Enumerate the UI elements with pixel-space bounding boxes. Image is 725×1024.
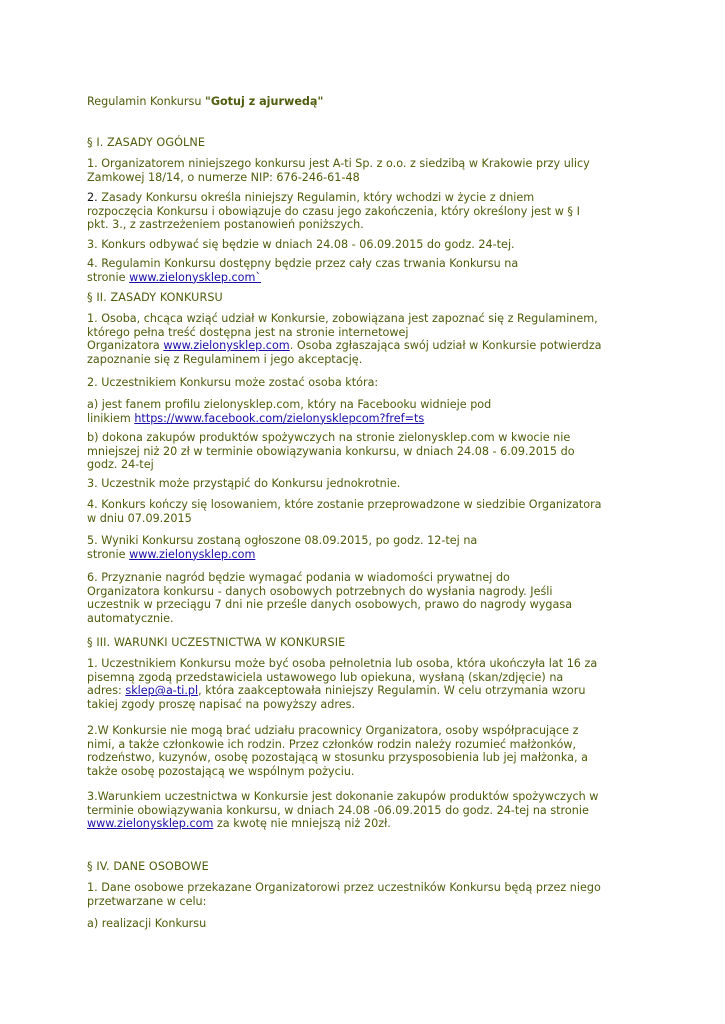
text-line: stronie [87, 547, 130, 561]
text-line: przetwarzane w celu: [87, 894, 207, 908]
paragraph-2-5 [87, 534, 647, 561]
text-line: terminie obowiązywania konkursu, w dniach 24.08 -06.09.2015 do godz. 24-tej na stronie [87, 803, 589, 817]
text-line: 3.Warunkiem uczestnictwa w Konkursie jest dokonanie zakupów produktów spożywczych w [87, 790, 599, 803]
text-line: rodzeństwo, kuzynów, osobę pozostającą w stosunku przysposobienia lub jej małżonka, a [87, 751, 588, 765]
paragraph-2-2: 2. Uczestnikiem Konkursu może zostać osoba która: [87, 376, 379, 389]
section-heading-3: § III. WARUNKI UCZESTNICTWA W KONKURSIE [87, 636, 346, 649]
text-line: 6. Przyznanie nagród będzie wymagać podania w wiadomości prywatnej do [87, 571, 510, 584]
text-line: . Osoba zgłaszająca swój udział w Konkursie potwierdza [289, 339, 602, 353]
text-line: 1. Uczestnikiem Konkursu może być osoba pełnoletnia lub osoba, która ukończyła lat 16 za [87, 657, 598, 670]
paragraph-4-a: a) realizacji Konkursu [87, 917, 207, 930]
text-line: za kwotę nie mniejszą niż 20zł. [213, 817, 391, 831]
text-line: adres: [87, 684, 126, 698]
facebook-link[interactable]: https://www.facebook.com/zielonysklepcom?fref=ts [134, 411, 425, 425]
text-line: automatycznie. [87, 611, 174, 625]
paragraph-2-b [87, 431, 647, 472]
website-link[interactable]: www.zielonysklep.com [163, 339, 290, 353]
text-line: pkt. 3., z zastrzeżeniem postanowień poniższych. [87, 218, 364, 232]
paragraph-1-2 [87, 191, 647, 232]
text-line: uczestnik w przeciągu 7 dni nie prześle danych osobowych, prawo do nagrody wygasa [87, 598, 573, 612]
title-prefix: Regulamin Konkursu [87, 95, 205, 108]
paragraph-3-1 [87, 657, 647, 711]
text-line: a) jest fanem profilu zielonysklep.com, który na Facebooku widnieje pod [87, 398, 492, 411]
text-line: także osobę pozostającą we wspólnym pożyciu. [87, 764, 355, 778]
text-line: rozpoczęcia Konkursu i obowiązuje do czasu jego zakończenia, który określony jest w § I [87, 204, 580, 218]
text-line: stronie [87, 270, 130, 284]
text-line: 4. Regulamin Konkursu dostępny będzie przez cały czas trwania Konkursu na [87, 257, 519, 270]
website-link[interactable]: www.zielonysklep.com` [129, 270, 262, 284]
text-line: , która zaakceptowała niniejszy Regulamin. W celu otrzymania wzoru [198, 684, 586, 698]
paragraph-2-3: 3. Uczestnik może przystąpić do Konkursu jednokrotnie. [87, 477, 401, 490]
paragraph-1-4 [87, 257, 647, 284]
paragraph-2-1 [87, 312, 647, 366]
text-line: linikiem [87, 411, 135, 425]
text-line: b) dokona zakupów produktów spożywczych na stronie zielonysklep.com w kwocie nie [87, 431, 571, 444]
paragraph-4-1 [87, 881, 647, 908]
paragraph-1-1 [87, 157, 647, 184]
website-link[interactable]: www.zielonysklep.com [87, 817, 214, 831]
title-name: "Gotuj z ajurwedą" [204, 95, 324, 108]
text-line: Organizatora [87, 339, 164, 353]
text-line: 2.W Konkursie nie mogą brać udziału pracownicy Organizatora, osoby współpracujące z [87, 724, 579, 737]
text-line: 1. Organizatorem niniejszego konkursu jest A-ti Sp. z o.o. z siedzibą w Krakowie przy ulicy [87, 157, 590, 170]
text-line: zapoznanie się z Regulaminem i jego akceptację. [87, 352, 363, 366]
section-heading-1: § I. ZASADY OGÓLNE [87, 136, 205, 149]
text-line: 1. Osoba, chcąca wziąć udział w Konkursie, zobowiązana jest zapoznać się z Regulaminem, [87, 312, 598, 325]
text-line: Organizatora konkursu - danych osobowych potrzebnych do wysłania nagrody. Jeśli [87, 584, 553, 598]
email-link[interactable]: sklep@a-ti.pl [125, 684, 199, 698]
paragraph-2-4 [87, 498, 647, 525]
website-link[interactable]: www.zielonysklep.com [129, 547, 256, 561]
section-heading-4: § IV. DANE OSOBOWE [87, 860, 209, 873]
text-line: którego pełna treść dostępna jest na stronie internetowej [87, 325, 409, 339]
list-number: 2. [87, 191, 98, 204]
text-line: w dniu 07.09.2015 [87, 511, 192, 525]
paragraph-1-3: 3. Konkurs odbywać się będzie w dniach 24.08 - 06.09.2015 do godz. 24-tej. [87, 238, 515, 251]
section-heading-2: § II. ZASADY KONKURSU [87, 291, 223, 304]
text-line: pisemną zgodą przedstawiciela ustawowego lub opiekuna, wysłaną (skan/zdjęcie) na [87, 670, 564, 684]
document-title [87, 95, 647, 109]
paragraph-2-a [87, 398, 647, 425]
paragraph-2-6 [87, 571, 647, 625]
text-line: 5. Wyniki Konkursu zostaną ogłoszone 08.09.2015, po godz. 12-tej na [87, 534, 478, 547]
paragraph-3-3 [87, 790, 647, 831]
text-line: 1. Dane osobowe przekazane Organizatorowi przez uczestników Konkursu będą przez niego [87, 881, 601, 894]
text-line: takiej zgody proszę napisać na powyższy adres. [87, 697, 356, 711]
text-line: godz. 24-tej [87, 458, 154, 472]
paragraph-3-2 [87, 724, 647, 778]
text-line: nimi, a także członkowie ich rodzin. Przez członków rodzin należy rozumieć małżonków, [87, 737, 577, 751]
text-line: 4. Konkurs kończy się losowaniem, które zostanie przeprowadzone w siedzibie Organizatora [87, 498, 602, 511]
text-line: Zasady Konkursu określa niniejszy Regulamin, który wchodzi w życie z dniem [97, 191, 535, 204]
text-line: mniejszej niż 20 zł w terminie obowiązywania konkursu, w dniach 24.08 - 6.09.2015 do [87, 444, 575, 458]
text-line: Zamkowej 18/14, o numerze NIP: 676-246-61-48 [87, 170, 360, 184]
